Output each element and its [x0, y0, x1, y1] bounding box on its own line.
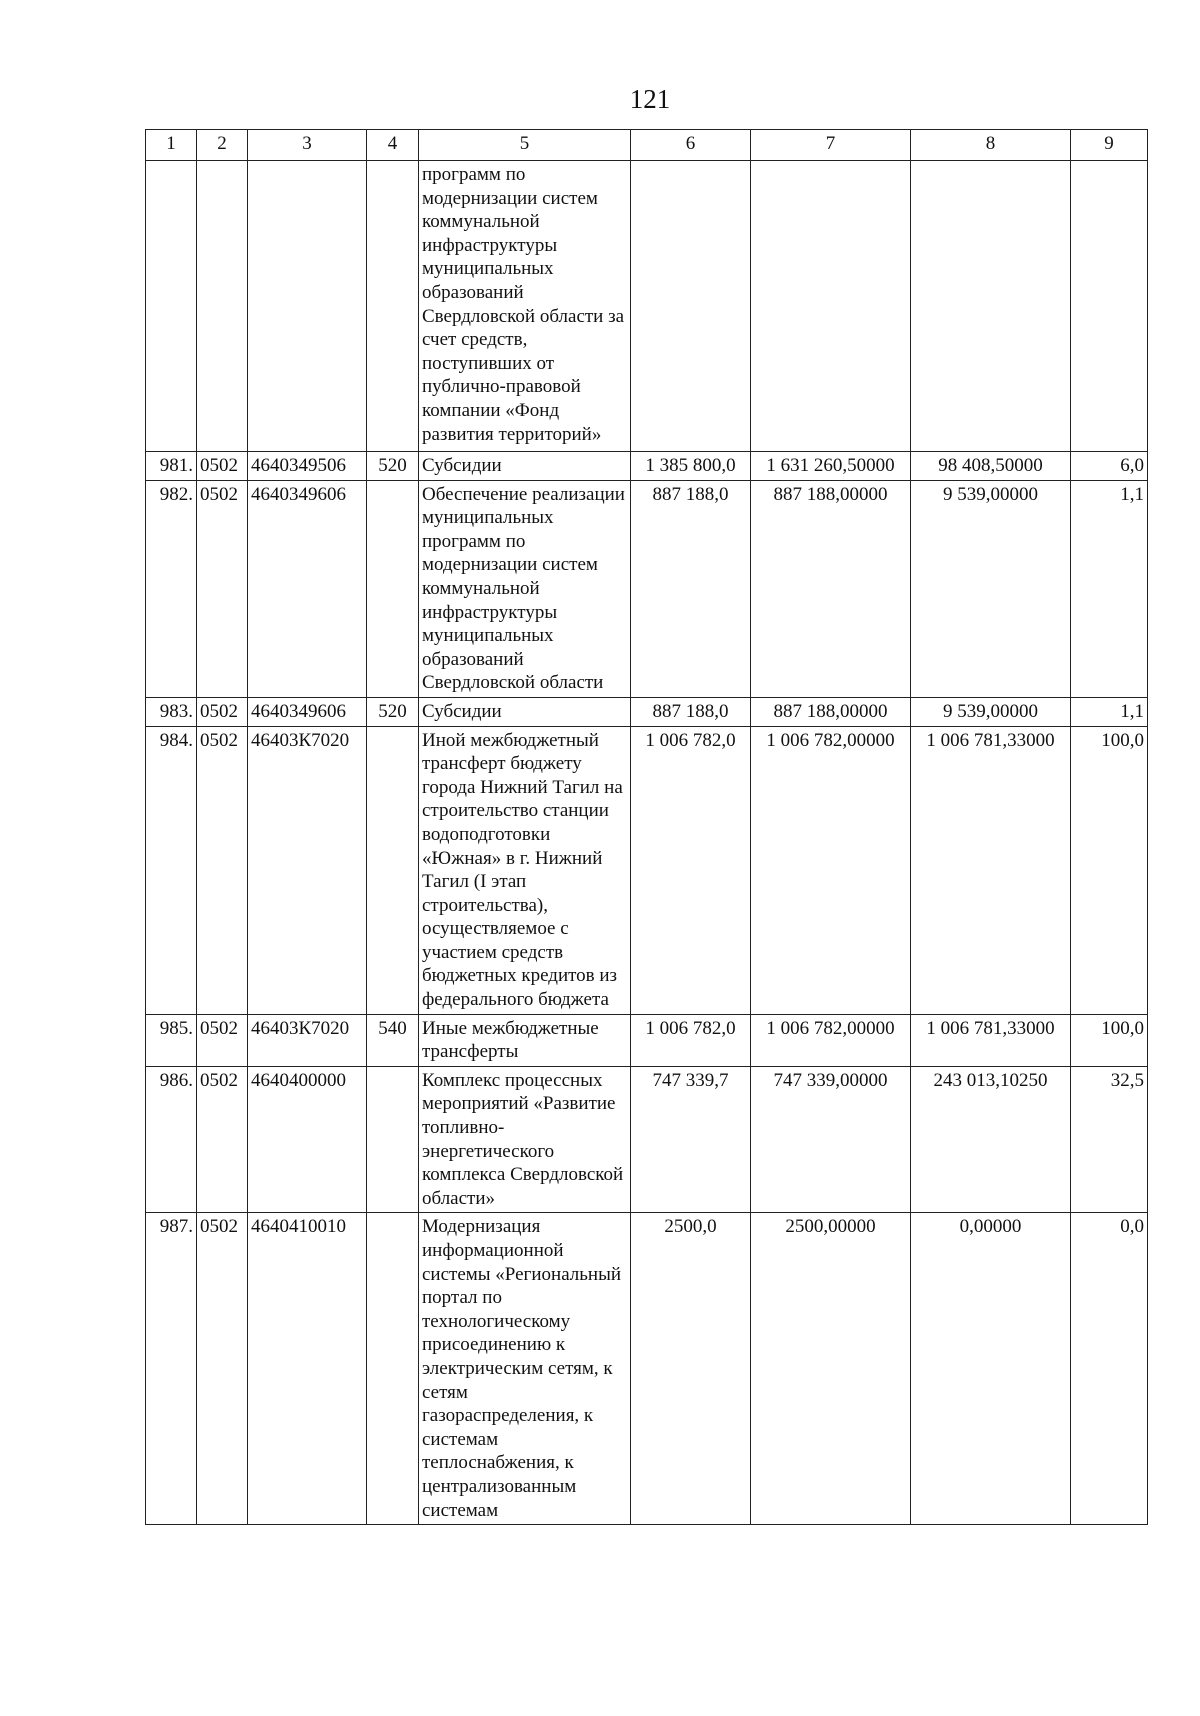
- target-code: 4640349506: [248, 452, 367, 481]
- executed-amount: 1 006 781,33000: [911, 1014, 1071, 1066]
- expense-type: [367, 480, 419, 697]
- row-number: 981.: [146, 452, 197, 481]
- plan-amount: 887 188,0: [631, 697, 751, 726]
- execution-percent: 32,5: [1071, 1066, 1148, 1213]
- plan-amount: 887 188,0: [631, 480, 751, 697]
- refined-amount: 2500,00000: [751, 1213, 911, 1525]
- plan-amount: 1 385 800,0: [631, 452, 751, 481]
- item-name: Модернизация информационной системы «Региональный портал по технологическому присоединению к электрическим сетям, к сетям газораспределения, к системам теплоснабжения, к централизованным системам: [419, 1213, 631, 1525]
- item-name: программ по модернизации систем коммунальной инфраструктуры муниципальных образований Свердловской области за счет средств, поступивших от публично-правовой компании «Фонд развития территорий»: [419, 161, 631, 452]
- expense-type: [367, 1213, 419, 1525]
- item-name: Субсидии: [419, 452, 631, 481]
- item-name: Обеспечение реализации муниципальных программ по модернизации систем коммунальной инфраструктуры муниципальных образований Свердловской области: [419, 480, 631, 697]
- execution-percent: 100,0: [1071, 1014, 1148, 1066]
- execution-percent: 6,0: [1071, 452, 1148, 481]
- column-header: 1: [146, 130, 197, 161]
- target-code: 4640400000: [248, 1066, 367, 1213]
- table-row: [146, 480, 1148, 697]
- item-name: Иной межбюджетный трансферт бюджету города Нижний Тагил на строительство станции водоподготовки «Южная» в г. Нижний Тагил (I этап строительства), осуществляемое с участием средств бюджетных кредитов из федерального бюджета: [419, 726, 631, 1014]
- target-code: 46403К7020: [248, 1014, 367, 1066]
- section-code: 0502: [197, 452, 248, 481]
- execution-percent: 1,1: [1071, 697, 1148, 726]
- refined-amount: 1 006 782,00000: [751, 726, 911, 1014]
- plan-amount: 1 006 782,0: [631, 1014, 751, 1066]
- plan-amount: 2500,0: [631, 1213, 751, 1525]
- column-header: 2: [197, 130, 248, 161]
- executed-amount: 0,00000: [911, 1213, 1071, 1525]
- plan-amount: 747 339,7: [631, 1066, 751, 1213]
- refined-amount: 1 006 782,00000: [751, 1014, 911, 1066]
- executed-amount: 9 539,00000: [911, 697, 1071, 726]
- table-row: [146, 726, 1148, 1014]
- executed-amount: 9 539,00000: [911, 480, 1071, 697]
- column-header: 4: [367, 130, 419, 161]
- row-number: 982.: [146, 480, 197, 697]
- row-number: 987.: [146, 1213, 197, 1525]
- expense-type: 520: [367, 452, 419, 481]
- execution-percent: 0,0: [1071, 1213, 1148, 1525]
- section-code: 0502: [197, 697, 248, 726]
- table-row: [146, 452, 1148, 481]
- expense-type: [367, 1066, 419, 1213]
- expense-type: 520: [367, 697, 419, 726]
- column-header: 3: [248, 130, 367, 161]
- execution-percent: 100,0: [1071, 726, 1148, 1014]
- refined-amount: 747 339,00000: [751, 1066, 911, 1213]
- page-number: 121: [629, 84, 671, 114]
- column-header: 7: [751, 130, 911, 161]
- column-header: 6: [631, 130, 751, 161]
- executed-amount: 243 013,10250: [911, 1066, 1071, 1213]
- column-number-row: [146, 130, 1148, 161]
- continuation-row: [146, 161, 1148, 452]
- target-code: 4640349606: [248, 480, 367, 697]
- column-header: 9: [1071, 130, 1148, 161]
- target-code: 4640410010: [248, 1213, 367, 1525]
- execution-percent: 1,1: [1071, 480, 1148, 697]
- table-row: [146, 697, 1148, 726]
- section-code: 0502: [197, 1213, 248, 1525]
- executed-amount: 1 006 781,33000: [911, 726, 1071, 1014]
- section-code: 0502: [197, 480, 248, 697]
- refined-amount: 887 188,00000: [751, 480, 911, 697]
- target-code: 46403К7020: [248, 726, 367, 1014]
- row-number: 985.: [146, 1014, 197, 1066]
- expense-type: 540: [367, 1014, 419, 1066]
- item-name: Субсидии: [419, 697, 631, 726]
- section-code: 0502: [197, 1014, 248, 1066]
- column-header: 5: [419, 130, 631, 161]
- expense-type: [367, 726, 419, 1014]
- executed-amount: 98 408,50000: [911, 452, 1071, 481]
- column-header: 8: [911, 130, 1071, 161]
- section-code: 0502: [197, 726, 248, 1014]
- item-name: Иные межбюджетные трансферты: [419, 1014, 631, 1066]
- item-name: Комплекс процессных мероприятий «Развитие топливно-энергетического комплекса Свердловской области»: [419, 1066, 631, 1213]
- section-code: 0502: [197, 1066, 248, 1213]
- row-number: 986.: [146, 1066, 197, 1213]
- row-number: 984.: [146, 726, 197, 1014]
- plan-amount: 1 006 782,0: [631, 726, 751, 1014]
- target-code: 4640349606: [248, 697, 367, 726]
- row-number: 983.: [146, 697, 197, 726]
- table-row: [146, 1066, 1148, 1213]
- refined-amount: 1 631 260,50000: [751, 452, 911, 481]
- table-row: [146, 1213, 1148, 1525]
- budget-table: [145, 129, 1148, 1525]
- table-row: [146, 1014, 1148, 1066]
- refined-amount: 887 188,00000: [751, 697, 911, 726]
